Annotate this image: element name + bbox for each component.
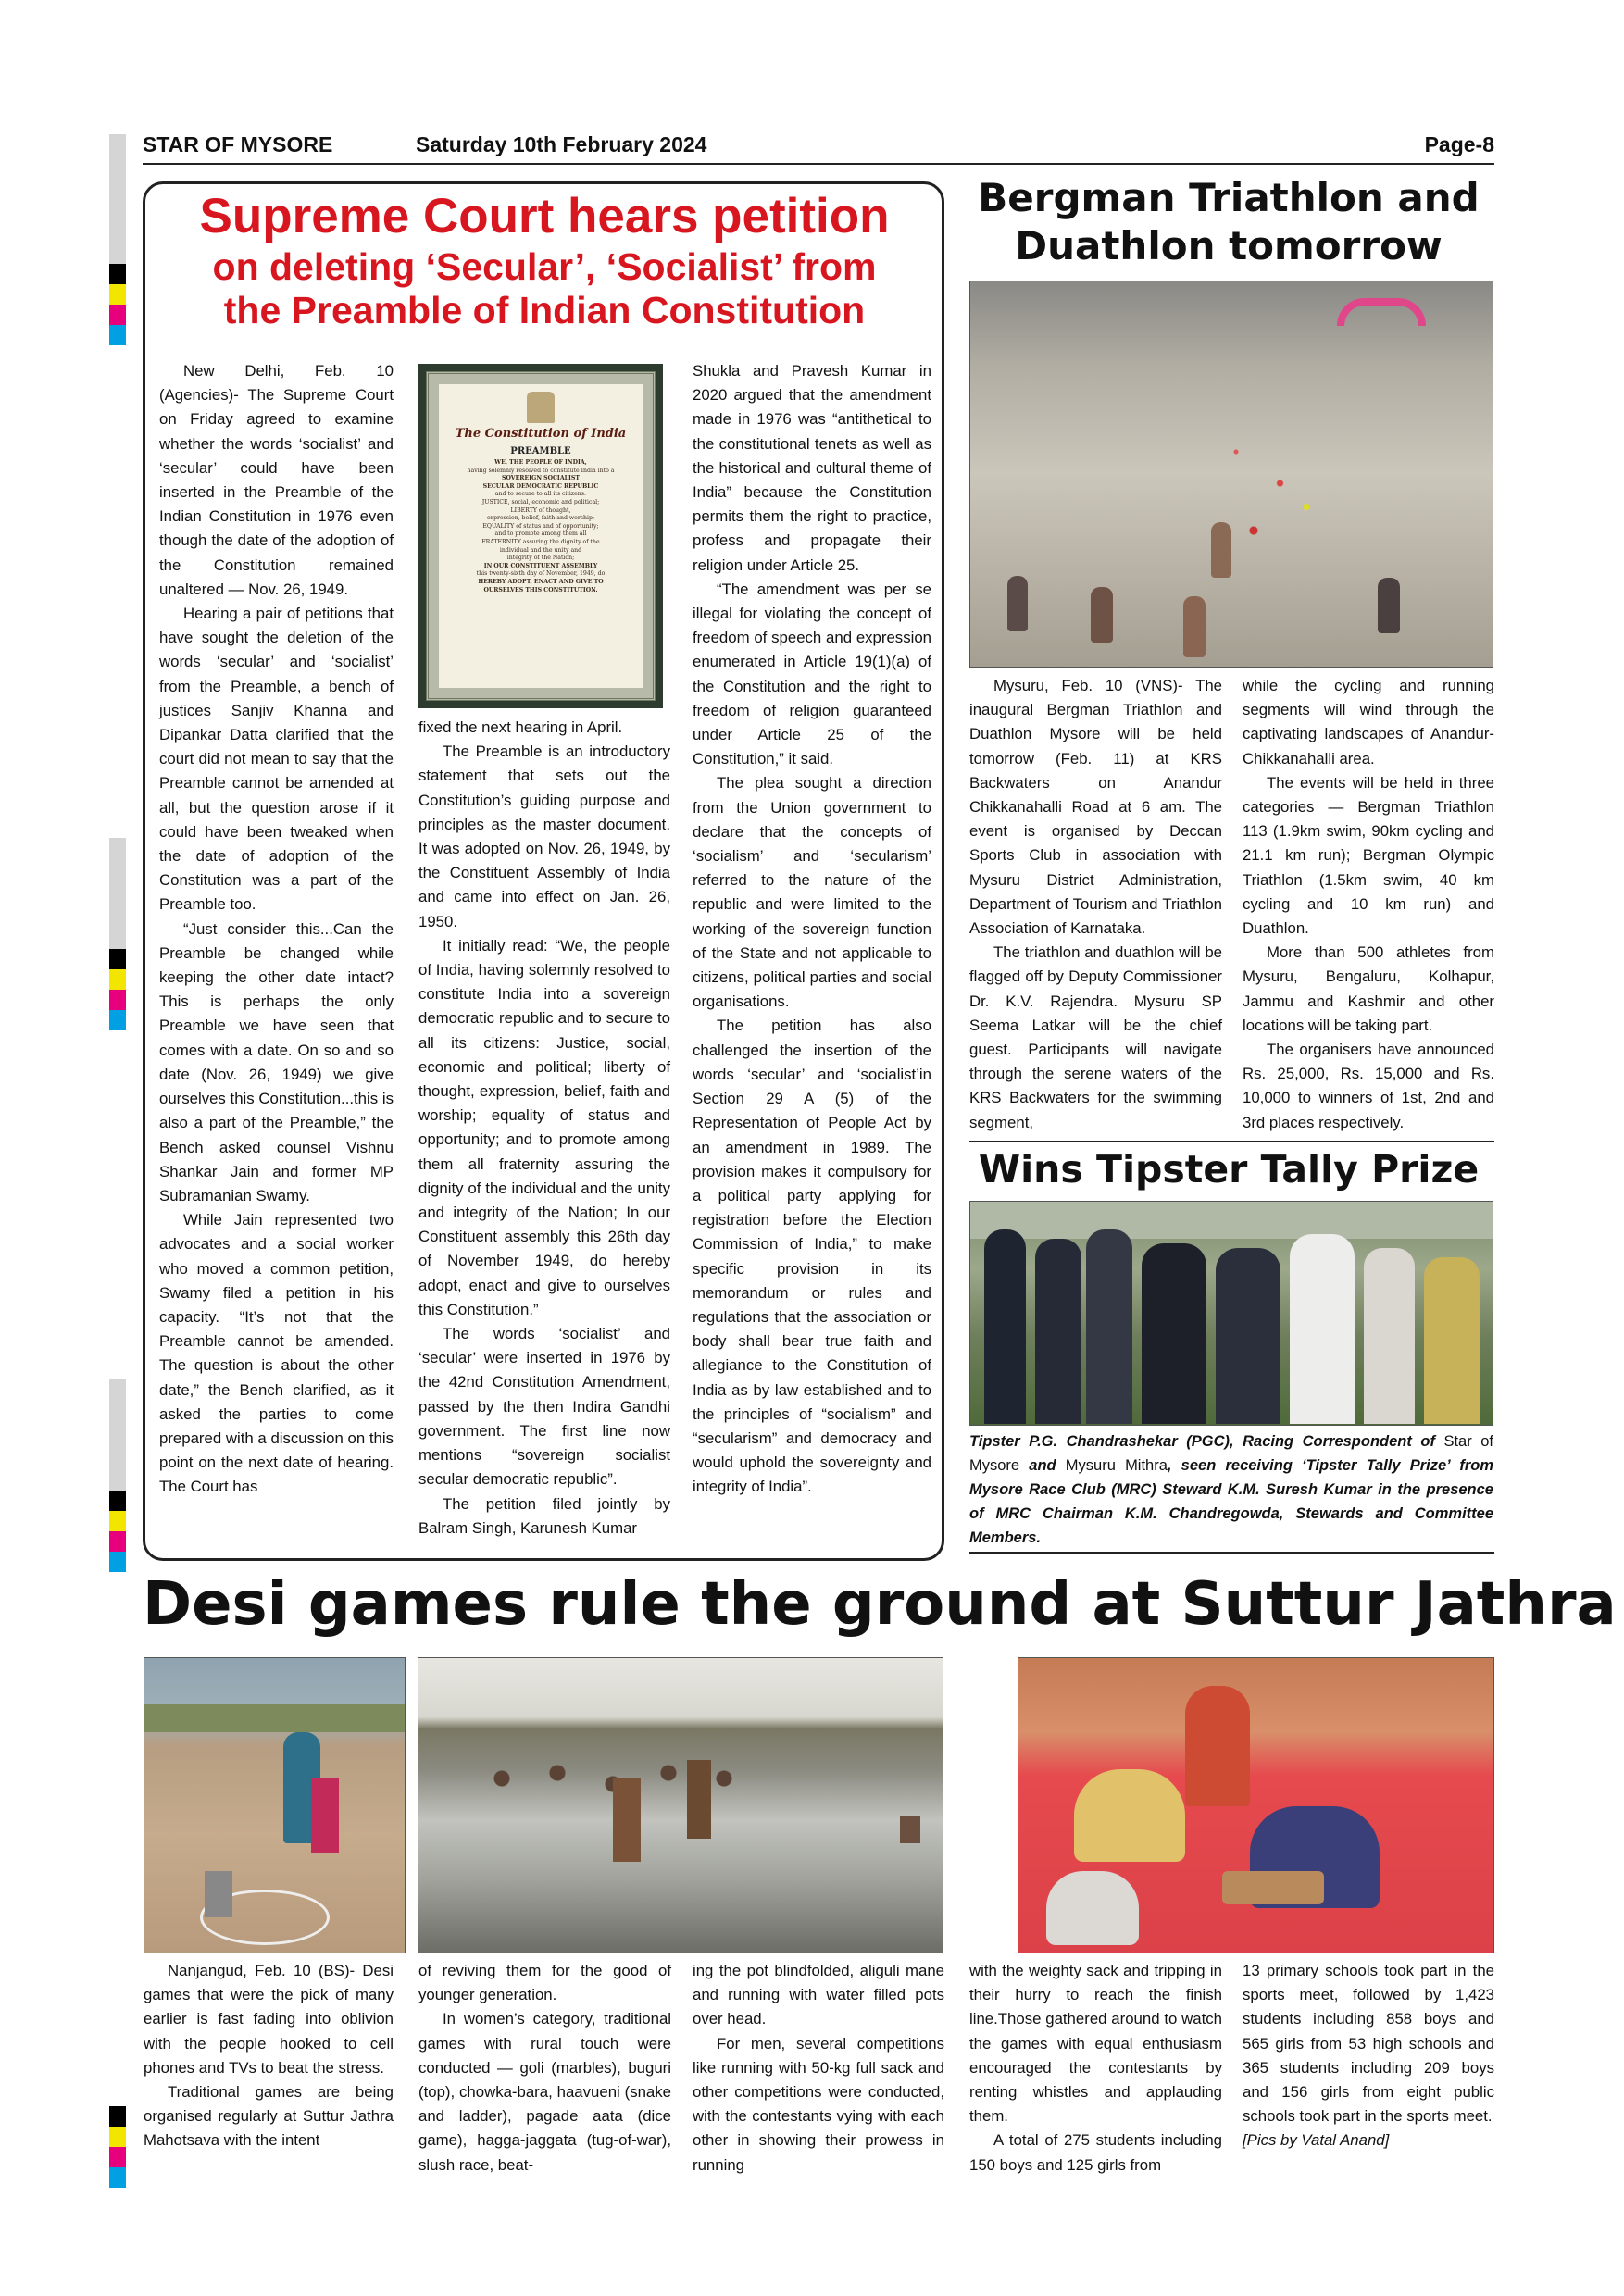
paragraph: More than 500 athletes from Mysuru, Bengaluru, Kolhapur, Jammu and Kashmir and other locations will be taking part. (1243, 943, 1494, 1034)
desi-column-5 (1243, 1959, 1494, 2153)
page-header (143, 132, 1494, 160)
preamble-line: WE, THE PEOPLE OF INDIA, (494, 459, 587, 466)
paragraph: Nanjangud, Feb. 10 (BS)- Desi games that were the pick of many earlier is fast fading into oblivion with the people hooked to cell phones and TVs to beat the stress. (144, 1962, 394, 2077)
desi-games-headline: Desi games rule the ground at Suttur Jathra (143, 1570, 1617, 1639)
preamble-line: OURSELVES THIS CONSTITUTION. (483, 586, 598, 593)
preamble-line: SOVEREIGN SOCIALIST (502, 475, 580, 482)
paragraph: In women’s category, traditional games with rural touch were conducted — goli (marbles), buguri (top), chowka-bara, haavueni (snake and ladder), pagade aata (dice game), hagga-jaggata (tug-of-war), slush race, beat- (418, 2010, 671, 2174)
preamble-line: SECULAR DEMOCRATIC REPUBLIC (482, 482, 599, 490)
paragraph: of reviving them for the good of younger generation. (418, 1962, 671, 2004)
desi-column-3 (693, 1959, 944, 2177)
desi-photo-women-games (1018, 1657, 1494, 1953)
issue-date: Saturday 10th February 2024 (416, 132, 707, 156)
desi-photo-slush-race (418, 1657, 943, 1953)
paragraph: For men, several competitions like running with 50-kg full sack and other competitions were conducted, with the contestants vying with each other in showing their prowess in running (693, 2034, 944, 2174)
paragraph: The events will be held in three categories — Bergman Triathlon 113 (1.9km swim, 90km cycling and 21.1 km run); Bergman Olympic Triathlon (1.5km swim, 40 km cycling and 10 km run) and Duathlon. (1243, 773, 1494, 938)
paragraph: The petition filed jointly by Balram Singh, Karunesh Kumar (418, 1494, 670, 1537)
tipster-photo (969, 1201, 1493, 1426)
triathlon-headline: Bergman Triathlon and Duathlon tomorrow (978, 175, 1480, 268)
preamble-line: LIBERTY of thought, (510, 506, 571, 514)
tipster-headline: Wins Tipster Tally Prize (978, 1147, 1480, 1192)
paragraph: fixed the next hearing in April. (418, 718, 623, 736)
paragraph: The triathlon and duathlon will be flagged off by Deputy Commissioner Dr. K.V. Rajendra. Mysuru SP Seema Latkar will be the chief guest. Participants will navigate through the serene waters of the KRS Backwaters for the swimming segment, (969, 943, 1222, 1131)
paragraph: The words ‘socialist’ and ‘secular’ were inserted in 1976 by the 42nd Constitution Amendment, passed by the then Indira Gandhi government. The first line now mentions “sovereign socialist secular democratic republic”. (418, 1325, 670, 1489)
paragraph: The plea sought a direction from the Union government to declare that the concepts of ‘socialism’ and ‘secularism’ referred to the nature of the republic and were limited to the working of the sovereign function of the State and not applicable to citizens, political parties and social organisations. (693, 774, 931, 1011)
paragraph: Shukla and Pravesh Kumar in 2020 argued that the amendment made in 1976 was “antithetical to the constitutional tenets as well as the historical and cultural theme of India” because the Constitution permits them the right to practice, profess and propagate their religion under Article 25. (693, 362, 931, 574)
preamble-line: and to secure to all its citizens: (494, 491, 587, 498)
preamble-heading: The Constitution of India (455, 427, 627, 441)
paragraph: “Just consider this...Can the Preamble be changed while keeping the other date intact? This is perhaps the only Preamble we have seen that comes with a date. On so and so date (Nov. 26, 1949) we give ourselves this Constitution...this is also a part of the Preamble,” the Bench asked counsel Vishnu Shankar Jain and former MP Subramanian Swamy. (159, 919, 394, 1204)
triathlon-column-1 (969, 674, 1222, 1135)
tipster-bottom-rule (969, 1552, 1494, 1554)
registration-colour-mark (109, 2106, 126, 2188)
supreme-court-headline: Supreme Court hears petition on deleting ‘Secular’, ‘Socialist’ from the Preamble of Indian Constitution (199, 189, 890, 332)
registration-colour-mark (109, 1491, 126, 1572)
paragraph: while the cycling and running segments will wind through the captivating landscapes of Anandur-Chikkanahalli area. (1243, 677, 1494, 767)
tipster-top-rule (969, 1141, 1494, 1142)
triathlon-column-2 (1243, 674, 1494, 1135)
preamble-line: EQUALITY of status and of opportunity; (482, 522, 599, 530)
desi-column-2 (418, 1959, 671, 2177)
preamble-line: JUSTICE, social, economic and political; (481, 498, 600, 505)
registration-colour-mark (109, 264, 126, 345)
preamble-line: expression, belief, faith and worship; (486, 515, 595, 522)
registration-colour-mark (109, 949, 126, 1030)
desi-photo-blindfold (144, 1657, 406, 1953)
page-number: Page-8 (1424, 132, 1494, 156)
photo-credit: [Pics by Vatal Anand] (1243, 2131, 1390, 2150)
preamble-line: and to promote among them all (494, 530, 587, 538)
preamble-line: integrity of the Nation; (506, 555, 575, 562)
desi-column-1 (144, 1959, 394, 2153)
paragraph: Traditional games are being organised regularly at Suttur Jathra Mahotsava with the intent (144, 2083, 394, 2150)
publication-name: STAR OF MYSORE (143, 132, 333, 156)
emblem-icon (527, 392, 555, 423)
paragraph: The Preamble is an introductory statement that sets out the Constitution’s guiding purpose and principles as the master document. It was adopted on Nov. 26, 1949, by the Constituent Assembly of India and came into effect on Jan. 26, 1950. (418, 742, 670, 930)
sc-column-2 (418, 716, 670, 1541)
registration-grey-bar (109, 134, 126, 264)
tipster-caption: Tipster P.G. Chandrashekar (PGC), Racing Correspondent of Star of Mysore and Mysuru Mithra, seen receiving ‘Tipster Tally Prize’ from Mysore Race Club (MRC) Steward K.M. Suresh Kumar in the presence of MRC Chairman K.M. Chandregowda, Stewards and Committee Members. (969, 1433, 1494, 1546)
paragraph: Hearing a pair of petitions that have sought the deletion of the words ‘secular’ and ‘socialist’ from the Preamble, a bench of justices Sanjiv Khanna and Dipankar Datta clarified that the court did not mean to say that the Preamble cannot be amended at all, but the question arose if it could have been tweaked when the date of adoption of the Constitution was a part of the Preamble too. (159, 605, 394, 914)
paragraph: Mysuru, Feb. 10 (VNS)- The inaugural Bergman Triathlon and Duathlon Mysore will be held tomorrow (Feb. 11) at KRS Backwaters on Anandur Chikkanahalli Road at 6 am. The event is organised by Deccan Sports Club in association with Mysuru District Administration, Department of Tourism and Triathlon Association of Karnataka. (969, 677, 1222, 938)
preamble-line: IN OUR CONSTITUENT ASSEMBLY (483, 562, 598, 569)
preamble-line: having solemnly resolved to constitute India into a (467, 467, 615, 474)
preamble-line: FRATERNITY assuring the dignity of the (481, 538, 600, 545)
preamble-sub: PREAMBLE (510, 446, 571, 456)
paragraph: New Delhi, Feb. 10 (Agencies)- The Supreme Court on Friday agreed to examine whether the words ‘socialist’ and ‘secular’ could have been inserted in the Preamble of the Indian Constitution in 1976 even though the date of the adoption of the Constitution remained unaltered — Nov. 26, 1949. (159, 362, 394, 598)
paragraph: The petition has also challenged the insertion of the words ‘secular’ and ‘socialist’in Section 29 A (5) of the Representation of People Act by an amendment in 1989. The provision makes it compulsory for a political party applying for registration before the Election Commission of India,” to make specific provision in its memorandum or rules and regulations that the association or body shall bear true faith and allegiance to the Constitution of India as by law established and to the principles of “socialism” and “secularism” and democracy and would uphold the sovereignty and integrity of India”. (693, 1017, 931, 1496)
header-rule (143, 163, 1494, 165)
preamble-line: individual and the unity and (499, 546, 582, 554)
paragraph: 13 primary schools took part in the sports meet, followed by 1,423 students including 858 boys and 565 girls from 53 high schools and 365 students including 209 boys and 156 girls from eight public schools took part in the sports meet. (1243, 1962, 1494, 2126)
preamble-text (448, 459, 633, 594)
paragraph: ing the pot blindfolded, aliguli mane and running with water filled pots over head. (693, 1962, 944, 2028)
registration-grey-bar (109, 838, 126, 949)
triathlon-photo (969, 281, 1493, 668)
paragraph: The organisers have announced Rs. 25,000, Rs. 15,000 and Rs. 10,000 to winners of 1st, 2nd and 3rd places respectively. (1243, 1041, 1494, 1131)
paragraph: It initially read: “We, the people of India, having solemnly resolved to constitute India into a sovereign democratic republic and to secure to all its citizens: Justice, social, economic and political; liberty of thought, expression, belief, faith and worship; equality of status and opportunity; and to promote among them all fraternity assuring the dignity of the individual and the unity and integrity of the Nation; In our Constituent assembly this 26th day of November 1949, do hereby adopt, enact and give to ourselves this Constitution.” (418, 936, 670, 1318)
paragraph: A total of 275 students including 150 boys and 125 girls from (969, 2131, 1222, 2174)
registration-grey-bar (109, 1379, 126, 1491)
preamble-image (418, 364, 663, 708)
preamble-line: this twenty-sixth day of November, 1949, do (476, 570, 606, 578)
sc-column-1 (159, 359, 394, 1500)
paragraph: While Jain represented two advocates and a social worker who moved a common petition, Swamy filed a petition in his capacity. “It’s not that the Preamble cannot be amended. The question is about the other date,” the Bench clarified, as it asked the parties to come prepared with a discussion on this point on the next date of hearing. The Court has (159, 1211, 394, 1496)
paragraph: “The amendment was per se illegal for violating the concept of freedom of speech and expression enumerated in Article 19(1)(a) of the Constitution and the right to freedom of religion guaranteed under Article 25 of the Constitution,” it said. (693, 580, 931, 768)
preamble-line: HEREBY ADOPT, ENACT AND GIVE TO (478, 578, 604, 585)
paragraph: with the weighty sack and tripping in their hurry to reach the finish line.Those gathered around to watch the games with equal enthusiasm encouraged the contestants by renting whistles and applauding them. (969, 1962, 1222, 2126)
sc-column-3 (693, 359, 931, 1500)
desi-column-4 (969, 1959, 1222, 2177)
